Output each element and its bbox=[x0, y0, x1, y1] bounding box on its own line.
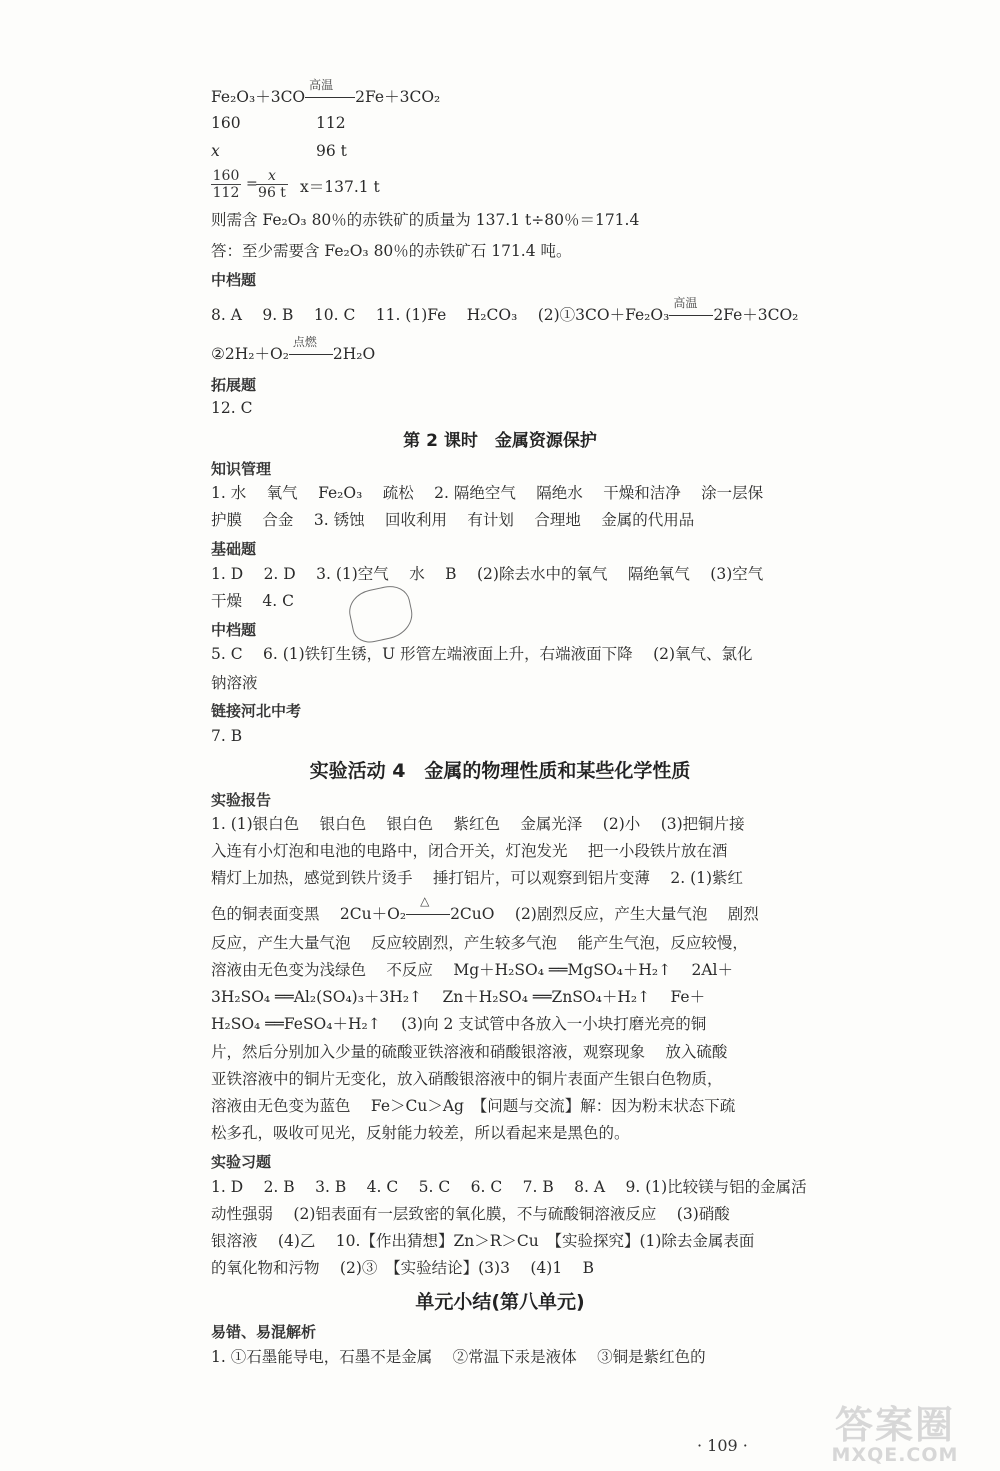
report-text: 2CuO (2)剧烈反应，产生大量气泡 剧烈 bbox=[450, 905, 759, 923]
exercise-line-4: 的氧化物和污物 (2)③ 【实验结论】(3)3 (4)1 B bbox=[211, 1259, 595, 1277]
watermark-logo-text: 答案圈 bbox=[834, 1403, 955, 1447]
reaction-arrow bbox=[406, 894, 450, 925]
report-line-9: 片，然后分别加入少量的硫酸亚铁溶液和硝酸银溶液，观察现象 放入硫酸 bbox=[211, 1043, 728, 1061]
mass-row-2-right bbox=[316, 140, 347, 162]
report-line-7: 3H₂SO₄ ══Al₂(SO₄)₃＋3H₂↑ Zn＋H₂SO₄ ══ZnSO₄＋H₂↑ Fe＋ bbox=[211, 988, 706, 1006]
exercise-line-3: 银溶液 (4)乙 10.【作出猜想】Zn＞R＞Cu 【实验探究】(1)除去金属表面 bbox=[211, 1232, 755, 1250]
fraction-numerator: x bbox=[268, 168, 276, 184]
reaction-condition: 高温 bbox=[673, 296, 698, 310]
heading-basic: 基础题 bbox=[211, 540, 257, 558]
report-line-10: 亚铁溶液中的铜片无变化，放入硝酸银溶液中的铜片表面产生银白色物质， bbox=[211, 1070, 723, 1088]
medium-answers-text: 8. A 9. B 10. C 11. (1)Fe H₂CO₃ (2)①3CO＋Fe₂O₃ bbox=[211, 306, 670, 324]
reaction-reactants: ②2H₂＋O₂ bbox=[211, 345, 289, 363]
reaction-arrow bbox=[669, 296, 713, 326]
knowledge-line-1: 1. 水 氧气 Fe₂O₃ 疏松 2. 隔绝空气 隔绝水 干燥和洁净 涂一层保 bbox=[211, 484, 764, 502]
report-line-8: H₂SO₄ ══FeSO₄＋H₂↑ (3)向 2 支试管中各放入一小块打磨光亮的铜 bbox=[211, 1015, 707, 1033]
fraction-denominator: 96 t bbox=[258, 185, 286, 201]
heading-hebei: 链接河北中考 bbox=[211, 702, 302, 720]
reaction-condition: 高温 bbox=[309, 78, 334, 92]
heading-extension: 拓展题 bbox=[211, 376, 257, 394]
unknown-x: x bbox=[211, 142, 220, 160]
ratio-fraction-right bbox=[256, 168, 288, 201]
equation-left: Fe₂O₃＋3CO bbox=[211, 88, 306, 106]
report-line-2: 入连有小灯泡和电池的电路中，闭合开关，灯泡发光 把一小段铁片放在酒 bbox=[211, 842, 728, 860]
basic-line-2: 干燥 4. C bbox=[211, 592, 295, 610]
mass-fe2o3: 160 bbox=[211, 114, 241, 132]
report-line-6: 溶液由无色变为浅绿色 不反应 Mg＋H₂SO₄ ══MgSO₄＋H₂↑ 2Al＋ bbox=[211, 961, 733, 979]
mass-fe: 112 bbox=[316, 114, 346, 132]
exercise-line-1: 1. D 2. B 3. B 4. C 5. C 6. C 7. B 8. A 9. (1)比较镁与铝的金属活 bbox=[211, 1178, 807, 1196]
errors-line-1: 1. ①石墨能导电，石墨不是金属 ②常温下汞是液体 ③铜是紫红色的 bbox=[211, 1348, 706, 1366]
equals-sign: = bbox=[246, 176, 258, 192]
report-line-4 bbox=[211, 894, 759, 925]
reaction-arrow bbox=[305, 78, 355, 108]
unit-summary-title: 单元小结(第八单元) bbox=[415, 1291, 585, 1313]
fraction-numerator: 160 bbox=[212, 168, 240, 184]
ratio-fraction-left bbox=[211, 168, 241, 201]
heading-knowledge: 知识管理 bbox=[211, 460, 272, 478]
report-line-12: 松多孔，吸收可见光，反射能力较差，所以看起来是黑色的。 bbox=[211, 1124, 630, 1142]
heading-exercises: 实验习题 bbox=[211, 1153, 272, 1171]
heading-report: 实验报告 bbox=[211, 791, 272, 809]
calc-answer: 答：至少需要含 Fe₂O₃ 80％的赤铁矿石 171.4 吨。 bbox=[211, 242, 572, 260]
mass-row-1-right bbox=[316, 112, 346, 134]
result-x: x＝137.1 t bbox=[300, 178, 380, 196]
medium-answers-line-1 bbox=[211, 296, 799, 326]
equation-right: 2Fe＋3CO₂ bbox=[355, 88, 441, 106]
heading-errors: 易错、易混解析 bbox=[211, 1323, 317, 1341]
handwritten-stamp bbox=[345, 582, 416, 646]
medium-answers-line-2 bbox=[211, 335, 376, 365]
calc-line-1: 则需含 Fe₂O₃ 80％的赤铁矿的质量为 137.1 t÷80％＝171.4 bbox=[211, 211, 640, 229]
reaction-condition: 点燃 bbox=[292, 335, 317, 349]
mass-row-2 bbox=[211, 140, 220, 162]
reaction-arrow bbox=[289, 335, 333, 365]
page-number: · 109 · bbox=[697, 1436, 748, 1455]
watermark-logo bbox=[820, 1405, 970, 1465]
lesson-title: 第 2 课时 金属资源保护 bbox=[403, 431, 597, 451]
report-line-3: 精灯上加热，感觉到铁片烫手 捶打铝片，可以观察到铝片变薄 2. (1)紫红 bbox=[211, 869, 744, 887]
exercise-line-2: 动性强弱 (2)铝表面有一层致密的氧化膜，不与硫酸铜溶液反应 (3)硝酸 bbox=[211, 1205, 730, 1223]
basic-line-1: 1. D 2. D 3. (1)空气 水 B (2)除去水中的氧气 隔绝氧气 (3)空气 bbox=[211, 565, 764, 583]
extension-answers: 12. C bbox=[211, 399, 253, 417]
watermark-url: MXQE.COM bbox=[831, 1444, 959, 1466]
report-text: 色的铜表面变黑 2Cu＋O₂ bbox=[211, 905, 407, 923]
mass-row-1 bbox=[211, 112, 241, 134]
heat-condition-icon: △ bbox=[420, 894, 430, 908]
hebei-answers: 7. B bbox=[211, 727, 243, 745]
report-line-11: 溶液由无色变为蓝色 Fe＞Cu＞Ag 【问题与交流】解：因为粉末状态下疏 bbox=[211, 1097, 736, 1115]
medium2-line-1: 5. C 6. (1)铁钉生锈，U 形管左端液面上升，右端液面下降 (2)氧气、氯化 bbox=[211, 645, 753, 663]
report-line-5: 反应，产生大量气泡 反应较剧烈，产生较多气泡 能产生气泡，反应较慢， bbox=[211, 934, 748, 952]
reaction-product: 2H₂O bbox=[332, 345, 376, 363]
report-line-1: 1. (1)银白色 银白色 银白色 紫红色 金属光泽 (2)小 (3)把铜片接 bbox=[211, 815, 745, 833]
equation-line bbox=[211, 78, 441, 108]
given-fe-mass: 96 t bbox=[316, 142, 347, 160]
heading-medium-2: 中档题 bbox=[211, 621, 257, 639]
reaction-product: 2Fe＋3CO₂ bbox=[713, 306, 799, 324]
fraction-denominator: 112 bbox=[212, 185, 240, 201]
medium2-line-2: 钠溶液 bbox=[211, 674, 258, 692]
activity-title: 实验活动 4 金属的物理性质和某些化学性质 bbox=[309, 760, 691, 782]
heading-medium: 中档题 bbox=[211, 271, 257, 289]
knowledge-line-2: 护膜 合金 3. 锈蚀 回收利用 有计划 合理地 金属的代用品 bbox=[211, 511, 695, 529]
